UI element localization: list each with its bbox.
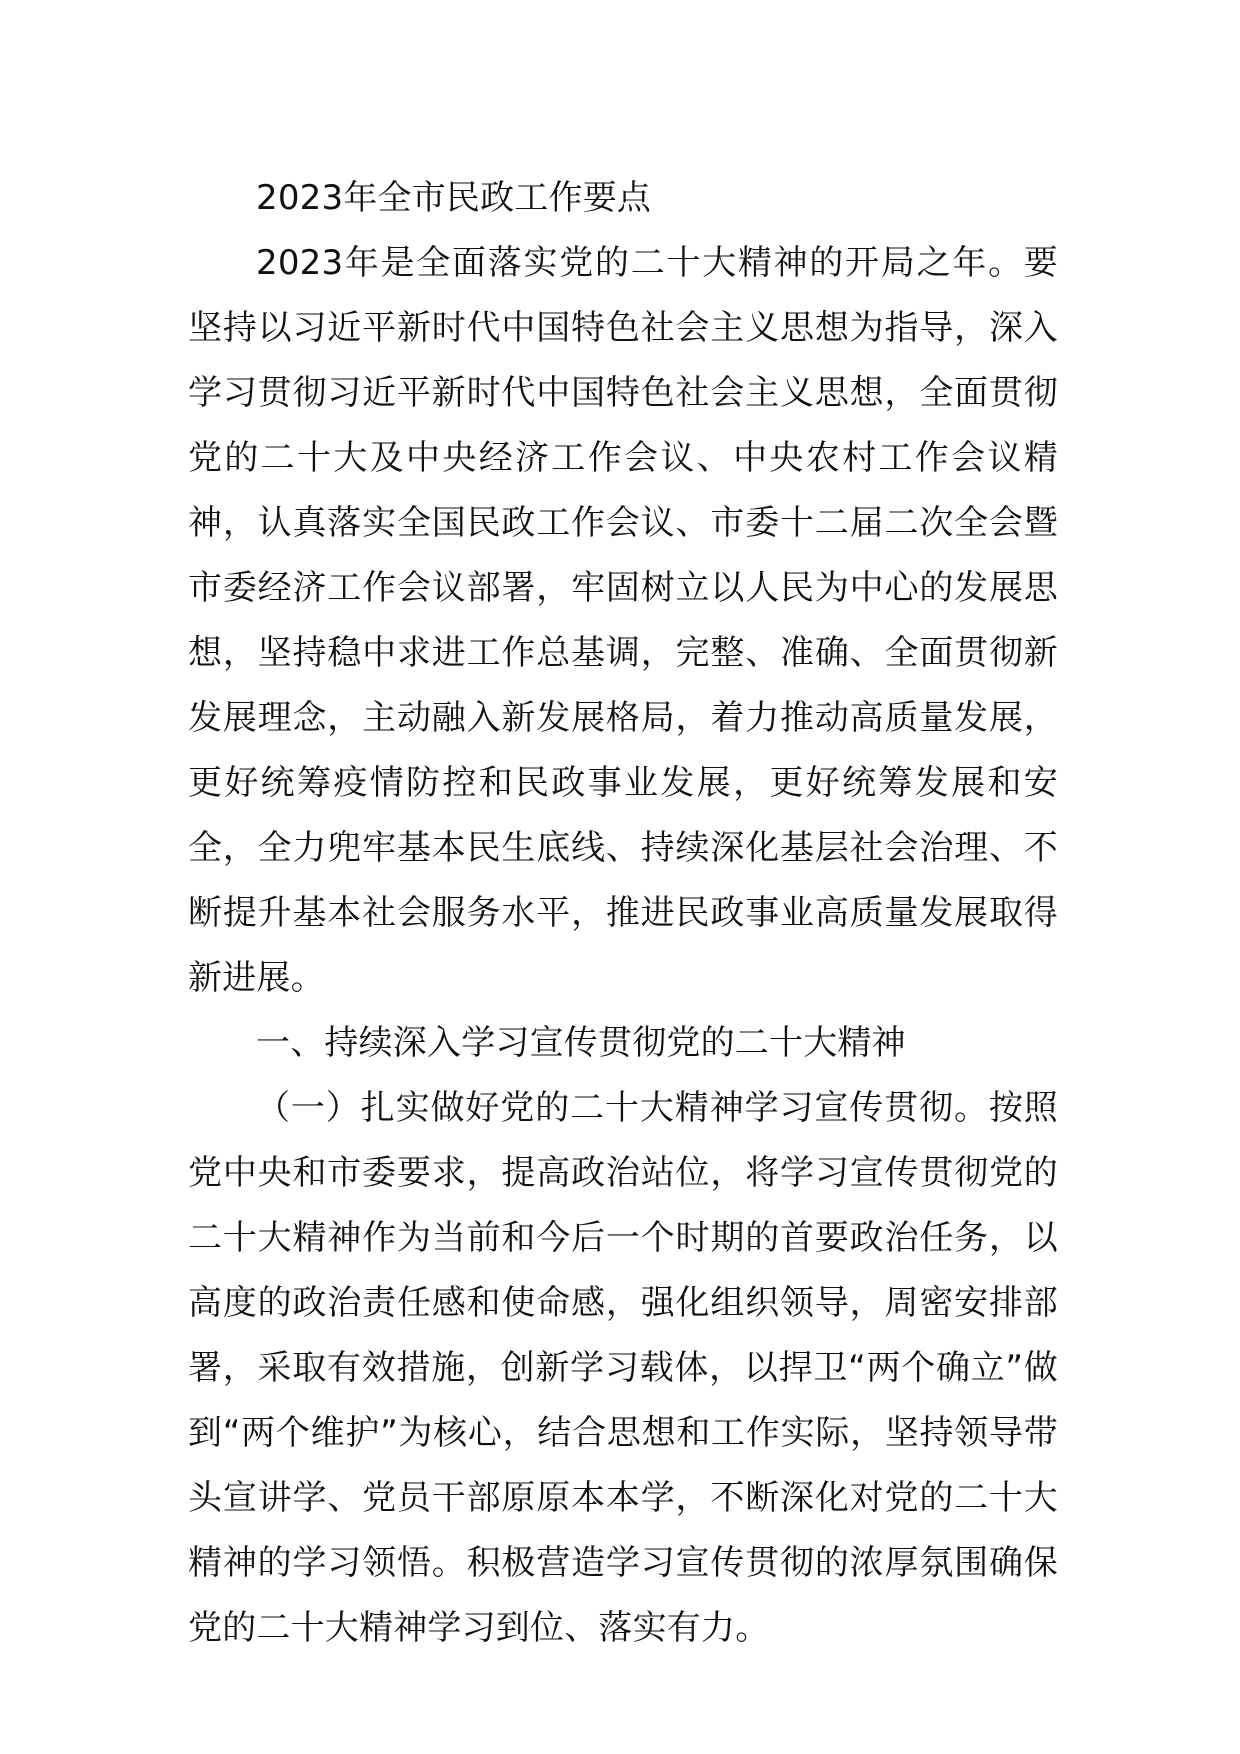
intro-paragraph: 2023年是全面落实党的二十大精神的开局之年。要坚持以习近平新时代中国特色社会主义思想为指导，深入学习贯彻习近平新时代中国特色社会主义思想，全面贯彻党的二十大及中央经济工作会议、中央农村工作会议精神，认真落实全国民政工作会议、市委十二届二次全会暨市委经济工作会议部署，牢固树立以人民为中心的发展思想，坚持稳中求进工作总基调，完整、准确、全面贯彻新发展理念，主动融入新发展格局，着力推动高质量发展，更好统筹疫情防控和民政事业发展，更好统筹发展和安全，全力兜牢基本民生底线、持续深化基层社会治理、不断提升基本社会服务水平，推进民政事业高质量发展取得新进展。 [188,243,1058,998]
document-body [188,166,1058,1661]
document-title: 2023年全市民政工作要点 [256,178,652,218]
section-heading: 一、持续深入学习宣传贯彻党的二十大精神 [256,1023,906,1063]
section-paragraph: （一）扎实做好党的二十大精神学习宣传贯彻。按照党中央和市委要求，提高政治站位，将学习宣传贯彻党的二十大精神作为当前和今后一个时期的首要政治任务，以高度的政治责任感和使命感，强化组织领导，周密安排部署，采取有效措施，创新学习载体，以捍卫“两个确立”做到“两个维护”为核心，结合思想和工作实际，坚持领导带头宣讲学、党员干部原原本本学，不断深化对党的二十大精神的学习领悟。积极营造学习宣传贯彻的浓厚氛围确保党的二十大精神学习到位、落实有力。 [188,1088,1058,1648]
